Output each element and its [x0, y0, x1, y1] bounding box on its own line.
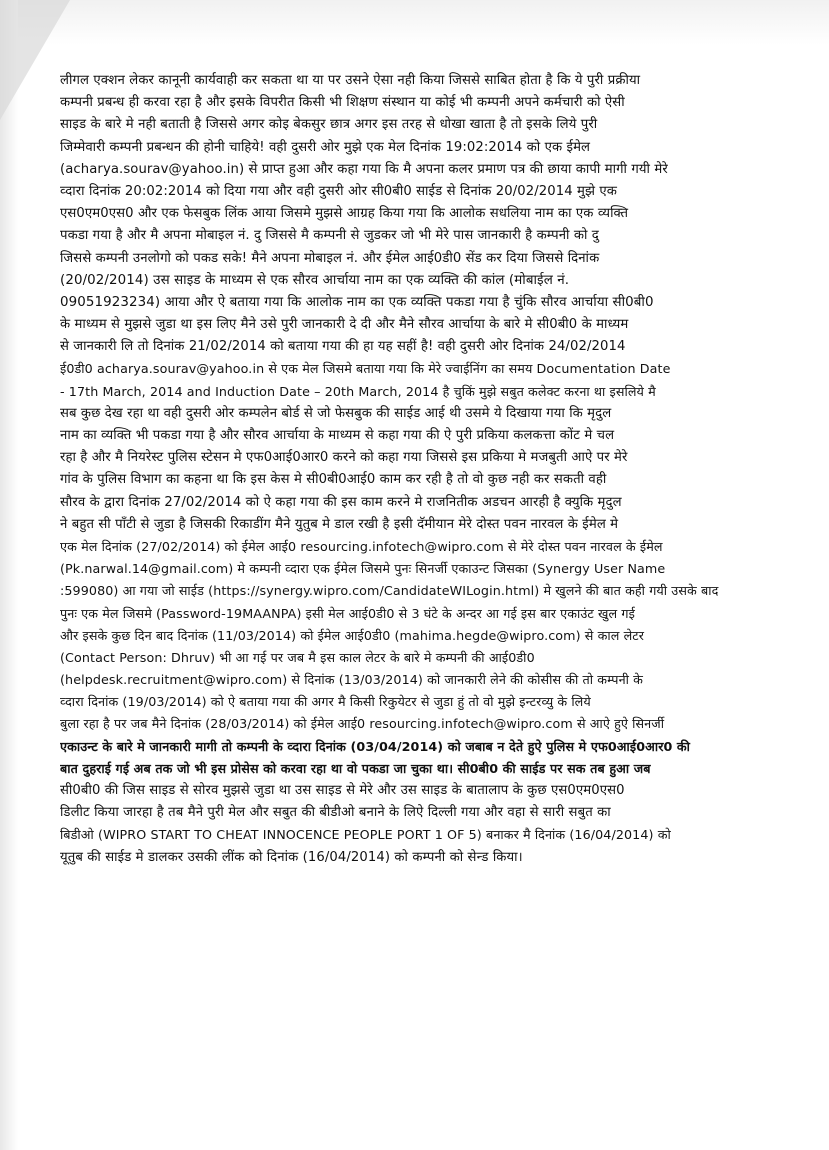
text-line: एक मेल दिनांक (27/02/2014) को ईमेल आई0 resourcing.infotech@wipro.com से मेरे दोस्त पवन नारवल के ईमेल [60, 538, 663, 554]
text-line: साइड के बारे मे नही बताती है जिससे अगर कोइ बेकसुर छात्र अगर इस तरह से धोखा खाता है तो इसके लिये पुरी [60, 117, 598, 133]
text-line: ने बहुत सी पाँटी से जुडा है जिसकी रिकाडींग मैने युतुब मे डाल रखी है इसी दॅमीयान मेरे दोस्त पवन नारवल के ईमेल मे [60, 516, 619, 532]
text-line: (helpdesk.recruitment@wipro.com) से दिनांक (13/03/2014) को जानकारी लेने की कोसीस की तो कम्पनी के [60, 672, 644, 688]
text-line: बिडीओ (WIPRO START TO CHEAT INNOCENCE PEOPLE PORT 1 OF 5) बनाकर मै दिनांक (16/04/2014) को [60, 827, 671, 843]
text-line: पकडा गया है और मै अपना मोबाइल नं. दु जिससे मै कम्पनी से जुडकर जो भी मेरे पास जानकारी है कम्पनी को दु [60, 228, 599, 244]
text-line: जिम्मेवारी कम्पनी प्रबन्धन की होनी चाहिये! वही दुसरी ओर मुझे एक मेल दिनांक 19:02:2014 को एक ईमेल [60, 139, 591, 155]
text-line: बात दुहराई गई अब तक जो भी इस प्रोसेस को करवा रहा था वो पकडा जा चुका था। सी0बी0 की साईड पर सक तब हुआ जब [60, 760, 651, 776]
text-line: के माध्यम से मुझसे जुडा था इस लिए मैने उसे पुरी जानकारी दे दी और मैने सौरव आर्चाया के बारे मे सी0बी0 के माध्यम [60, 317, 629, 333]
text-line: पुनः एक मेल जिसमे (Password-19MAANPA) इसी मेल आई0डी0 से 3 घंटे के अन्दर आ गई इस बार एकाउंट खुल गई [60, 605, 635, 621]
text-line: व्दारा दिनांक 20:02:2014 को दिया गया और वही दुसरी ओर सी0बी0 साईड से दिनांक 20/02/2014 मुझे एक [60, 183, 618, 199]
text-line: यूतुब की साईड मे डालकर उसकी लींक को दिनांक (16/04/2014) को कम्पनी को सेन्ड किया। [60, 849, 523, 865]
text-line: सौरव के द्वारा दिनांक 27/02/2014 को ऐ कहा गया की इस काम करने मे राजनितीक अडचन आरही है क्युकि मृदुल [60, 494, 622, 510]
text-line: सी0बी0 की जिस साइड से सोरव मुझसे जुडा था उस साइड से मेरे और उस साइड के बातालाप के कुछ एस0एम0एस0 [60, 783, 625, 798]
text-line: से जानकारी लि तो दिनांक 21/02/2014 को बताया गया की हा यह सहीं है! वही दुसरी ओर दिनांक 24/02/2014 [60, 339, 626, 355]
text-line: (20/02/2014) उस साइड के माध्यम से एक सौरव आर्चाया नाम का एक व्यक्ति की कांल (मोबाईल नं. [60, 272, 570, 288]
text-line: बुला रहा है पर जब मैने दिनांक (28/03/2014) को ईमेल आई0 resourcing.infotech@wipro.com से आऐ हुऐ सिनर्जी [60, 716, 665, 732]
text-line: रहा है और मै नियरेस्ट पुलिस स्टेसन मे एफ0आई0आर0 करने को कहा गया जिससे इस प्रकिया मे मजबुती आऐ पर मेरे [60, 450, 628, 466]
text-line: 09051923234) आया और ऐ बताया गया कि आलोक नाम का एक व्यक्ति पकडा गया है चुंकि सौरव आर्चाया सी0बी0 [60, 294, 654, 310]
text-line: और इसके कुछ दिन बाद दिनांक (11/03/2014) को ईमेल आई0डी0 (mahima.hegde@wipro.com) से काल लेटर [60, 627, 645, 643]
scan-shadow-left [0, 0, 18, 1150]
text-line: - 17th March, 2014 and Induction Date – 20th March, 2014 है चुकिं मुझे सबुत कलेक्ट करना था इसलिये मै [60, 383, 656, 399]
text-line: ई0डी0 acharya.sourav@yahoo.in से एक मेल जिसमे बताया गया कि मेरे ज्वाईनिंग का समय Documentation Date [60, 361, 671, 377]
text-line: कम्पनी प्रबन्ध ही करवा रहा है और इसके विपरीत किसी भी शिक्षण संस्थान या कोई भी कम्पनी अपने कर्मचारी को ऐसी [60, 95, 625, 111]
text-line: (acharya.sourav@yahoo.in) से प्राप्त हुआ और कहा गया कि मै अपना कलर प्रमाण पत्र की छाया कापी मागी गयी मेरे [60, 161, 668, 177]
text-line: एकाउन्ट के बारे मे जानकारी मागी तो कम्पनी के व्दारा दिनांक (03/04/2014) को जबाब न देते हुऐ पुलिस मे एफ0आई0आर0 की [60, 738, 691, 754]
text-line: डिलीट किया जारहा है तब मैने पुरी मेल और सबुत की बीडीओ बनाने के लिऐ दिल्ली गया और वहा से सारी सबुत का [60, 805, 611, 821]
text-line: :599080) आ गया जो साईड (https://synergy.wipro.com/CandidateWILogin.html) मे खुलने की बात कही गयी उसके बाद [60, 583, 719, 599]
text-line: जिससे कम्पनी उनलोगो को पकड सके! मैने अपना मोबाइल नं. और ईमेल आई0डी0 सेंड कर दिया जिससे दिनांक [60, 250, 600, 266]
text-line: (Pk.narwal.14@gmail.com) मे कम्पनी व्दारा एक ईमेल जिसमे पुनः सिनर्जी एकाउन्ट जिसका (Synergy User Name [60, 561, 666, 577]
text-line: व्दारा दिनांक (19/03/2014) को ऐ बताया गया की अगर मै किसी रिकुयेटर से जुडा हुं तो वो मुझे इन्टरव्यु के लिये [60, 694, 591, 710]
document-body [60, 70, 780, 1030]
text-line: सब कुछ देख रहा था वही दुसरी ओर कम्पलेन बोर्ड से जो फेसबुक की साईड आई थी उसमे ये दिखाया गया कि मृदुल [60, 405, 612, 421]
text-line: (Contact Person: Dhruv) भी आ गई पर जब मै इस काल लेटर के बारे मे कम्पनी की आई0डी0 [60, 649, 535, 665]
text-line: लीगल एक्शन लेकर कानूनी कार्यवाही कर सकता था या पर उसने ऐसा नही किया जिससे साबित होता है कि ये पुरी प्रक्रीया [60, 73, 641, 88]
text-line: गांव के पुलिस विभाग का कहना था कि इस केस मे सी0बी0आई0 काम कर रही है तो वो कुछ नही कर सकती वही [60, 472, 607, 488]
scan-shadow-top [0, 0, 829, 45]
text-line: नाम का व्यक्ति भी पकडा गया है और सौरव आर्चाया के माध्यम से कहा गया की ऐ पुरी प्रकिया कलकत्ता कोंट मे चल [60, 428, 615, 443]
text-line: एस0एम0एस0 और एक फेसबुक लिंक आया जिसमे मुझसे आग्रह किया गया कि आलोक सधलिया नाम का एक व्यक्ति [60, 206, 629, 222]
